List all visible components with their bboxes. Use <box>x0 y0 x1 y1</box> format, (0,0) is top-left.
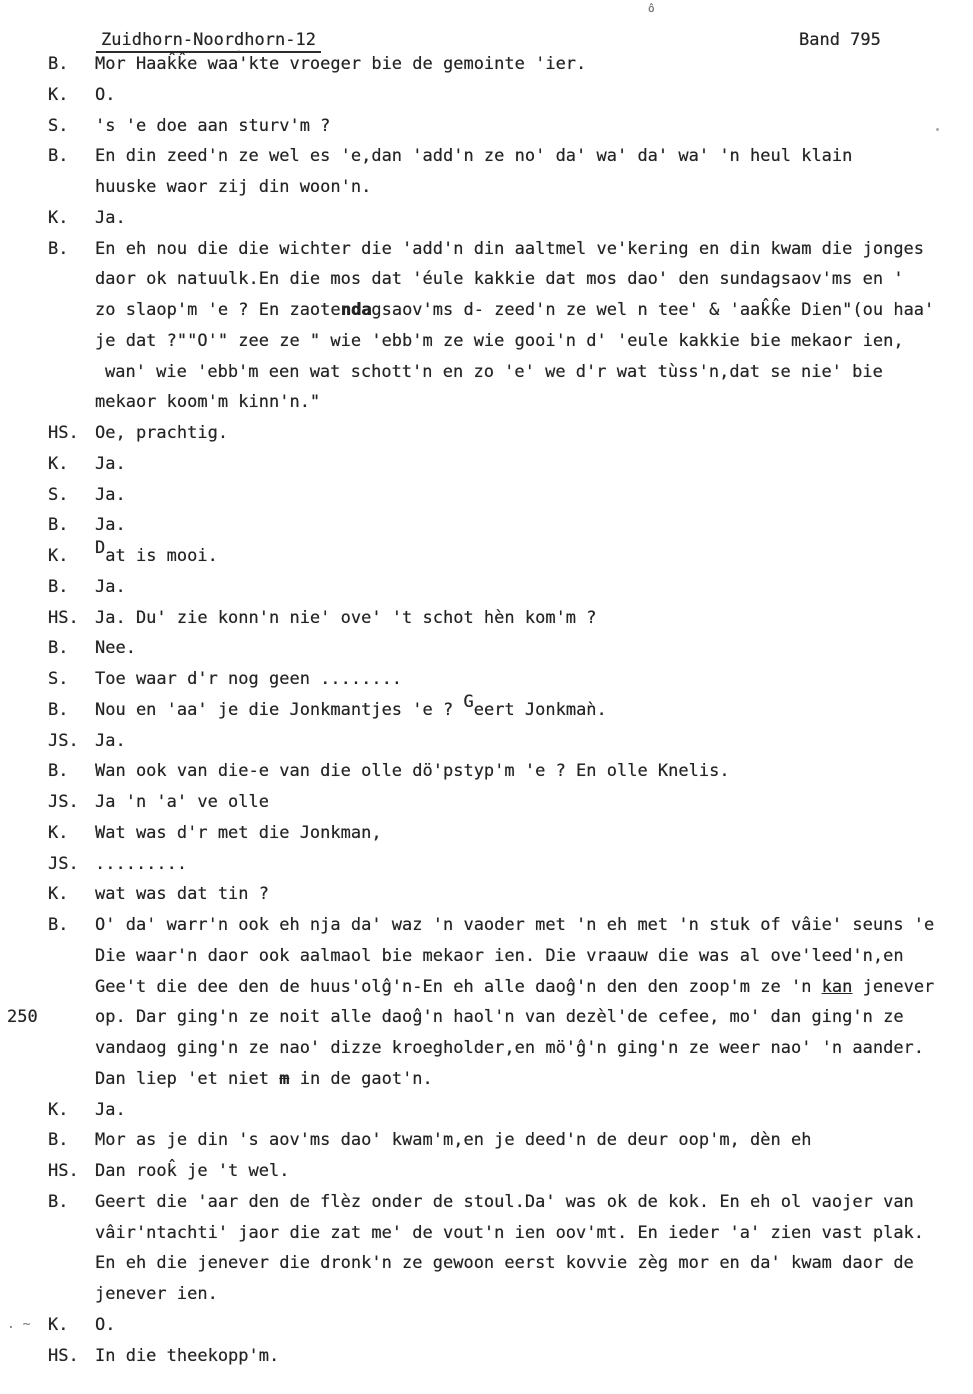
speaker-label: S. <box>48 115 69 136</box>
margin-note <box>0 264 48 295</box>
line-text <box>95 691 973 726</box>
margin-note <box>0 756 48 787</box>
text-segment: vandaog ging'n ze nao' dizze kroegholder,en mö'ĝ'n ging'n ze weer nao' 'n aander. <box>95 1038 925 1058</box>
transcript-line <box>0 941 973 972</box>
line-text <box>95 418 973 449</box>
line-text <box>95 510 973 541</box>
transcript-lines <box>0 49 973 1371</box>
transcript-line <box>0 1248 973 1279</box>
text-segment: Ja 'n 'a' ve olle <box>95 792 269 812</box>
line-text <box>95 572 973 603</box>
speaker-label <box>48 941 95 972</box>
margin-note <box>0 387 48 418</box>
text-segment: Mor as je din 's aov'ms dao' kwam'm,en je deed'n de deur oop'm, dèn eh <box>95 1130 812 1151</box>
margin-note <box>0 787 48 818</box>
speaker-label <box>48 1248 95 1279</box>
text-segment: Dan rook̂ je 't wel. <box>95 1161 290 1181</box>
margin-note <box>0 418 48 449</box>
margin-note <box>0 203 48 234</box>
transcript-line <box>0 910 973 941</box>
margin-note <box>0 910 48 941</box>
line-text <box>95 326 973 357</box>
line-text <box>95 1218 973 1249</box>
line-text <box>95 203 973 234</box>
transcript-line <box>0 295 973 326</box>
speaker-label: B. <box>48 238 69 259</box>
line-text <box>95 387 973 418</box>
line-text <box>95 664 973 695</box>
transcript-line <box>0 418 973 449</box>
speaker-label: S. <box>48 669 69 689</box>
transcript-line <box>0 1095 973 1126</box>
speaker-label: K. <box>48 822 69 843</box>
speaker-label <box>48 357 95 388</box>
speaker-label: K. <box>48 207 69 228</box>
transcript-line <box>0 172 973 203</box>
line-text <box>95 49 973 80</box>
line-text <box>95 449 973 480</box>
transcript-line <box>0 510 973 541</box>
margin-note <box>0 1095 48 1126</box>
speaker-label <box>48 172 95 203</box>
margin-note <box>0 49 48 80</box>
line-text <box>95 172 973 203</box>
margin-note <box>0 295 48 326</box>
text-segment: Ja. <box>95 484 126 505</box>
text-segment: ......... <box>95 853 188 874</box>
text-segment: En eh nou die die wichter die 'add'n din aaltmel ve'kering en din kwam die jonges <box>95 238 925 259</box>
text-segment: Ja. <box>95 1099 126 1120</box>
text-segment: 's 'e doe aan sturv'm ? <box>95 115 331 136</box>
margin-note <box>0 449 48 480</box>
speaker-label: HS. <box>48 1345 79 1366</box>
speaker-label: K. <box>48 1314 69 1335</box>
text-segment: Mor Haak̂k̂e waa'kte vroeger bie de gemointe 'ier. <box>95 54 587 74</box>
speaker-label <box>48 1218 95 1249</box>
text-segment: Geert die 'aar den de flèz onder de stoul.Da' was ok de kok. En eh ol vaojer van <box>95 1191 914 1212</box>
document-title: Zuidhorn-Noordhorn-12 <box>96 30 321 53</box>
text-segment: Ja. <box>95 576 126 597</box>
text-segment: wan' wie 'ebb'm een wat schott'n en zo 'e' we d'r wat tùss'n,dat se nie' bie <box>105 361 883 382</box>
margin-note <box>0 972 48 1003</box>
margin-note <box>0 1064 48 1095</box>
line-text <box>95 111 973 142</box>
speaker-label: B. <box>48 761 69 782</box>
transcript-line <box>0 387 973 418</box>
speaker-label: JS. <box>48 730 79 751</box>
line-text <box>95 1187 973 1218</box>
text-segment: jenever <box>852 976 935 997</box>
margin-note <box>0 1187 48 1218</box>
transcript-line <box>0 1187 973 1218</box>
speaker-label <box>48 326 95 357</box>
transcript-line <box>0 480 973 511</box>
margin-note <box>0 234 48 265</box>
text-segment: gsaov'ms d- zeed'n ze wel n tee' & 'aak̂k̂e Dien"(ou haa' <box>371 300 935 320</box>
transcript-line <box>0 357 973 388</box>
transcript-line <box>0 1279 973 1310</box>
speaker-label: B. <box>48 515 69 536</box>
text-segment: Ja. <box>95 207 126 228</box>
speaker-label <box>48 387 95 418</box>
text-segment: op. Dar ging'n ze noit alle daoĝ'n haol'n van dezèl'de cefee, mo' dan ging'n ze <box>95 1007 904 1028</box>
line-text <box>95 941 973 972</box>
text-segment: mekaor koom'm kinn'n." <box>95 392 321 413</box>
transcript-line <box>0 726 973 757</box>
line-text <box>95 80 973 111</box>
line-text <box>95 141 973 172</box>
line-text <box>95 910 973 941</box>
line-text <box>95 756 973 787</box>
margin-note <box>0 633 48 664</box>
line-text <box>95 972 973 1003</box>
margin-note <box>0 1248 48 1279</box>
raised-text-segment: D <box>95 538 106 558</box>
transcript-line <box>0 203 973 234</box>
transcript-line <box>0 633 973 664</box>
overtype-text-segment: nda <box>340 300 372 320</box>
margin-note <box>0 1279 48 1310</box>
margin-note <box>0 1125 48 1156</box>
speaker-label <box>48 972 95 1003</box>
struck-text-segment: m <box>279 1068 290 1089</box>
text-segment: zo slaop'm 'e ? En zaote <box>95 300 341 320</box>
speaker-label: K. <box>48 884 69 905</box>
line-text <box>95 480 973 511</box>
line-text <box>95 1033 973 1064</box>
margin-note <box>0 172 48 203</box>
transcript-line <box>0 1341 973 1372</box>
transcript-line <box>0 1125 973 1156</box>
text-segment: je dat ?""O'" zee ze " wie 'ebb'm ze wie gooi'n d' 'eule kakkie bie mekaor ien, <box>95 330 904 351</box>
speaker-label: K. <box>48 84 69 105</box>
text-segment: Ja. <box>95 453 126 474</box>
transcript-line <box>0 756 973 787</box>
margin-note <box>0 510 48 541</box>
margin-note <box>0 818 48 849</box>
text-segment: vâir'ntachti' jaor die zat me' de vout'n ien oov'mt. En ieder 'a' zien vast plak. <box>95 1222 925 1243</box>
margin-note: . ~ <box>7 1316 31 1332</box>
text-segment: Wan ook van die-e van die olle dö'pstyp'm 'e ? En olle Knelis. <box>95 761 730 782</box>
transcript-line <box>0 1310 973 1341</box>
line-text <box>95 1125 973 1156</box>
transcript-line <box>0 1218 973 1249</box>
transcript-line <box>0 1156 973 1187</box>
text-segment: wat was dat tin ? <box>95 884 269 905</box>
line-text <box>95 1248 973 1279</box>
band-number: Band 795 <box>799 30 881 50</box>
margin-note <box>0 541 48 572</box>
transcript-line <box>0 572 973 603</box>
speaker-label: JS. <box>48 792 79 812</box>
line-text <box>95 849 973 880</box>
line-text <box>95 633 973 664</box>
margin-note <box>0 357 48 388</box>
speaker-label: K. <box>48 1099 69 1120</box>
underline-text-segment: kan <box>821 976 853 997</box>
transcript-line <box>0 111 973 142</box>
speaker-label: B. <box>48 54 69 74</box>
margin-note <box>0 141 48 172</box>
speaker-label: B. <box>48 1130 69 1151</box>
speaker-label <box>48 264 95 295</box>
margin-note <box>0 326 48 357</box>
line-text <box>95 1064 973 1095</box>
line-text <box>95 295 973 326</box>
scan-artifact-mark: ô <box>648 2 655 15</box>
text-segment: Ja. <box>95 730 126 751</box>
speaker-label: B. <box>48 699 69 720</box>
text-segment: daor ok natuulk.En die mos dat 'éule kakkie dat mos dao' den sundagsaov'ms en ' <box>95 269 904 290</box>
margin-note: 250 <box>7 1007 38 1028</box>
margin-note <box>0 664 48 695</box>
transcript-line <box>0 603 973 634</box>
raised-text-segment: G <box>463 691 474 712</box>
line-text <box>95 1279 973 1310</box>
line-text <box>95 1156 973 1187</box>
transcript-line <box>0 264 973 295</box>
transcript-line <box>0 879 973 910</box>
line-text <box>95 264 973 295</box>
text-segment: En din zeed'n ze wel es 'e,dan 'add'n ze no' da' wa' da' wa' 'n heul klain <box>95 146 853 167</box>
transcript-line <box>0 849 973 880</box>
text-segment: Ja. Du' zie konn'n nie' ove' 't schot hèn kom'm ? <box>95 607 597 628</box>
transcript-line <box>0 538 973 572</box>
text-segment: En eh die jenever die dronk'n ze gewoon eerst kovvie zèg mor en da' kwam daor de <box>95 1253 914 1274</box>
margin-note <box>0 879 48 910</box>
speaker-label: S. <box>48 484 69 505</box>
speaker-label: K. <box>48 453 69 474</box>
line-text <box>95 357 973 388</box>
text-segment: O' da' warr'n ook eh nja da' waz 'n vaoder met 'n eh met 'n stuk of vâie' seuns 'e <box>95 915 935 935</box>
text-segment: O. <box>95 1314 116 1335</box>
text-segment: Nee. <box>95 638 136 659</box>
text-segment: Dan liep 'et niet <box>95 1068 280 1089</box>
margin-note <box>0 1156 48 1187</box>
margin-note <box>0 80 48 111</box>
transcript-line <box>0 818 973 849</box>
speaker-label: HS. <box>48 607 79 628</box>
speaker-label <box>48 1064 95 1095</box>
text-segment: Die waar'n daor ook aalmaol bie mekaor ien. Die vraauw die was al ove'leed'n,en <box>95 945 904 966</box>
speaker-label: K. <box>48 546 69 566</box>
text-segment: Toe waar d'r nog geen ........ <box>95 669 403 689</box>
transcript-line <box>0 326 973 357</box>
transcript-line <box>0 972 973 1003</box>
text-segment: Wat was d'r met die Jonkman, <box>95 822 382 843</box>
margin-note <box>0 1341 48 1372</box>
margin-note <box>0 849 48 880</box>
margin-note <box>0 726 48 757</box>
transcript-line <box>0 664 973 695</box>
margin-note <box>0 603 48 634</box>
line-text <box>95 726 973 757</box>
transcript-line <box>0 234 973 265</box>
line-text <box>95 787 973 818</box>
speaker-label <box>48 1033 95 1064</box>
speaker-label <box>48 295 95 326</box>
transcript-line <box>0 1002 973 1033</box>
transcript-line <box>0 1064 973 1095</box>
text-segment: Oe, prachtig. <box>95 423 229 443</box>
speaker-label: HS. <box>48 423 79 443</box>
margin-note <box>0 695 48 726</box>
line-text <box>95 1002 973 1033</box>
text-segment: in de gaot'n. <box>289 1068 433 1089</box>
transcript-line <box>0 787 973 818</box>
text-segment: at is mooi. <box>105 546 218 566</box>
line-text <box>95 1341 973 1372</box>
text-segment: Ja. <box>95 515 126 536</box>
transcript-line <box>0 141 973 172</box>
speaker-label: B. <box>48 638 69 659</box>
text-segment: jenever ien. <box>95 1284 218 1304</box>
text-segment: Gee't die dee den de huus'olĝ'n-En eh alle daoĝ'n den den zoop'm ze 'n <box>95 976 822 997</box>
transcript-line <box>0 49 973 80</box>
line-text <box>95 234 973 265</box>
text-segment: eert Jonkmaǹ. <box>473 699 607 720</box>
speaker-label: HS. <box>48 1161 79 1181</box>
margin-note <box>0 111 48 142</box>
text-segment: O. <box>95 84 116 105</box>
line-text <box>95 818 973 849</box>
margin-note <box>0 941 48 972</box>
line-text <box>95 1095 973 1126</box>
text-segment: huuske waor zij din woon'n. <box>95 177 372 197</box>
speaker-label: B. <box>48 915 69 935</box>
line-text <box>95 538 973 572</box>
margin-note <box>0 1033 48 1064</box>
speaker-label: B. <box>48 146 69 167</box>
speaker-label <box>48 1279 95 1310</box>
transcript-line <box>0 449 973 480</box>
line-text <box>95 1310 973 1341</box>
margin-note <box>0 1218 48 1249</box>
margin-note <box>0 572 48 603</box>
margin-note <box>0 480 48 511</box>
transcript-line <box>0 1033 973 1064</box>
speaker-label: B. <box>48 576 69 597</box>
text-segment: In die theekopp'm. <box>95 1345 280 1366</box>
text-segment: Nou en 'aa' je die Jonkmantjes 'e ? <box>95 699 464 720</box>
speaker-label <box>48 1002 95 1033</box>
speaker-label: JS. <box>48 853 79 874</box>
line-text <box>95 879 973 910</box>
line-text <box>95 603 973 634</box>
transcript-line <box>0 691 973 726</box>
speaker-label: B. <box>48 1191 69 1212</box>
transcript-line <box>0 80 973 111</box>
